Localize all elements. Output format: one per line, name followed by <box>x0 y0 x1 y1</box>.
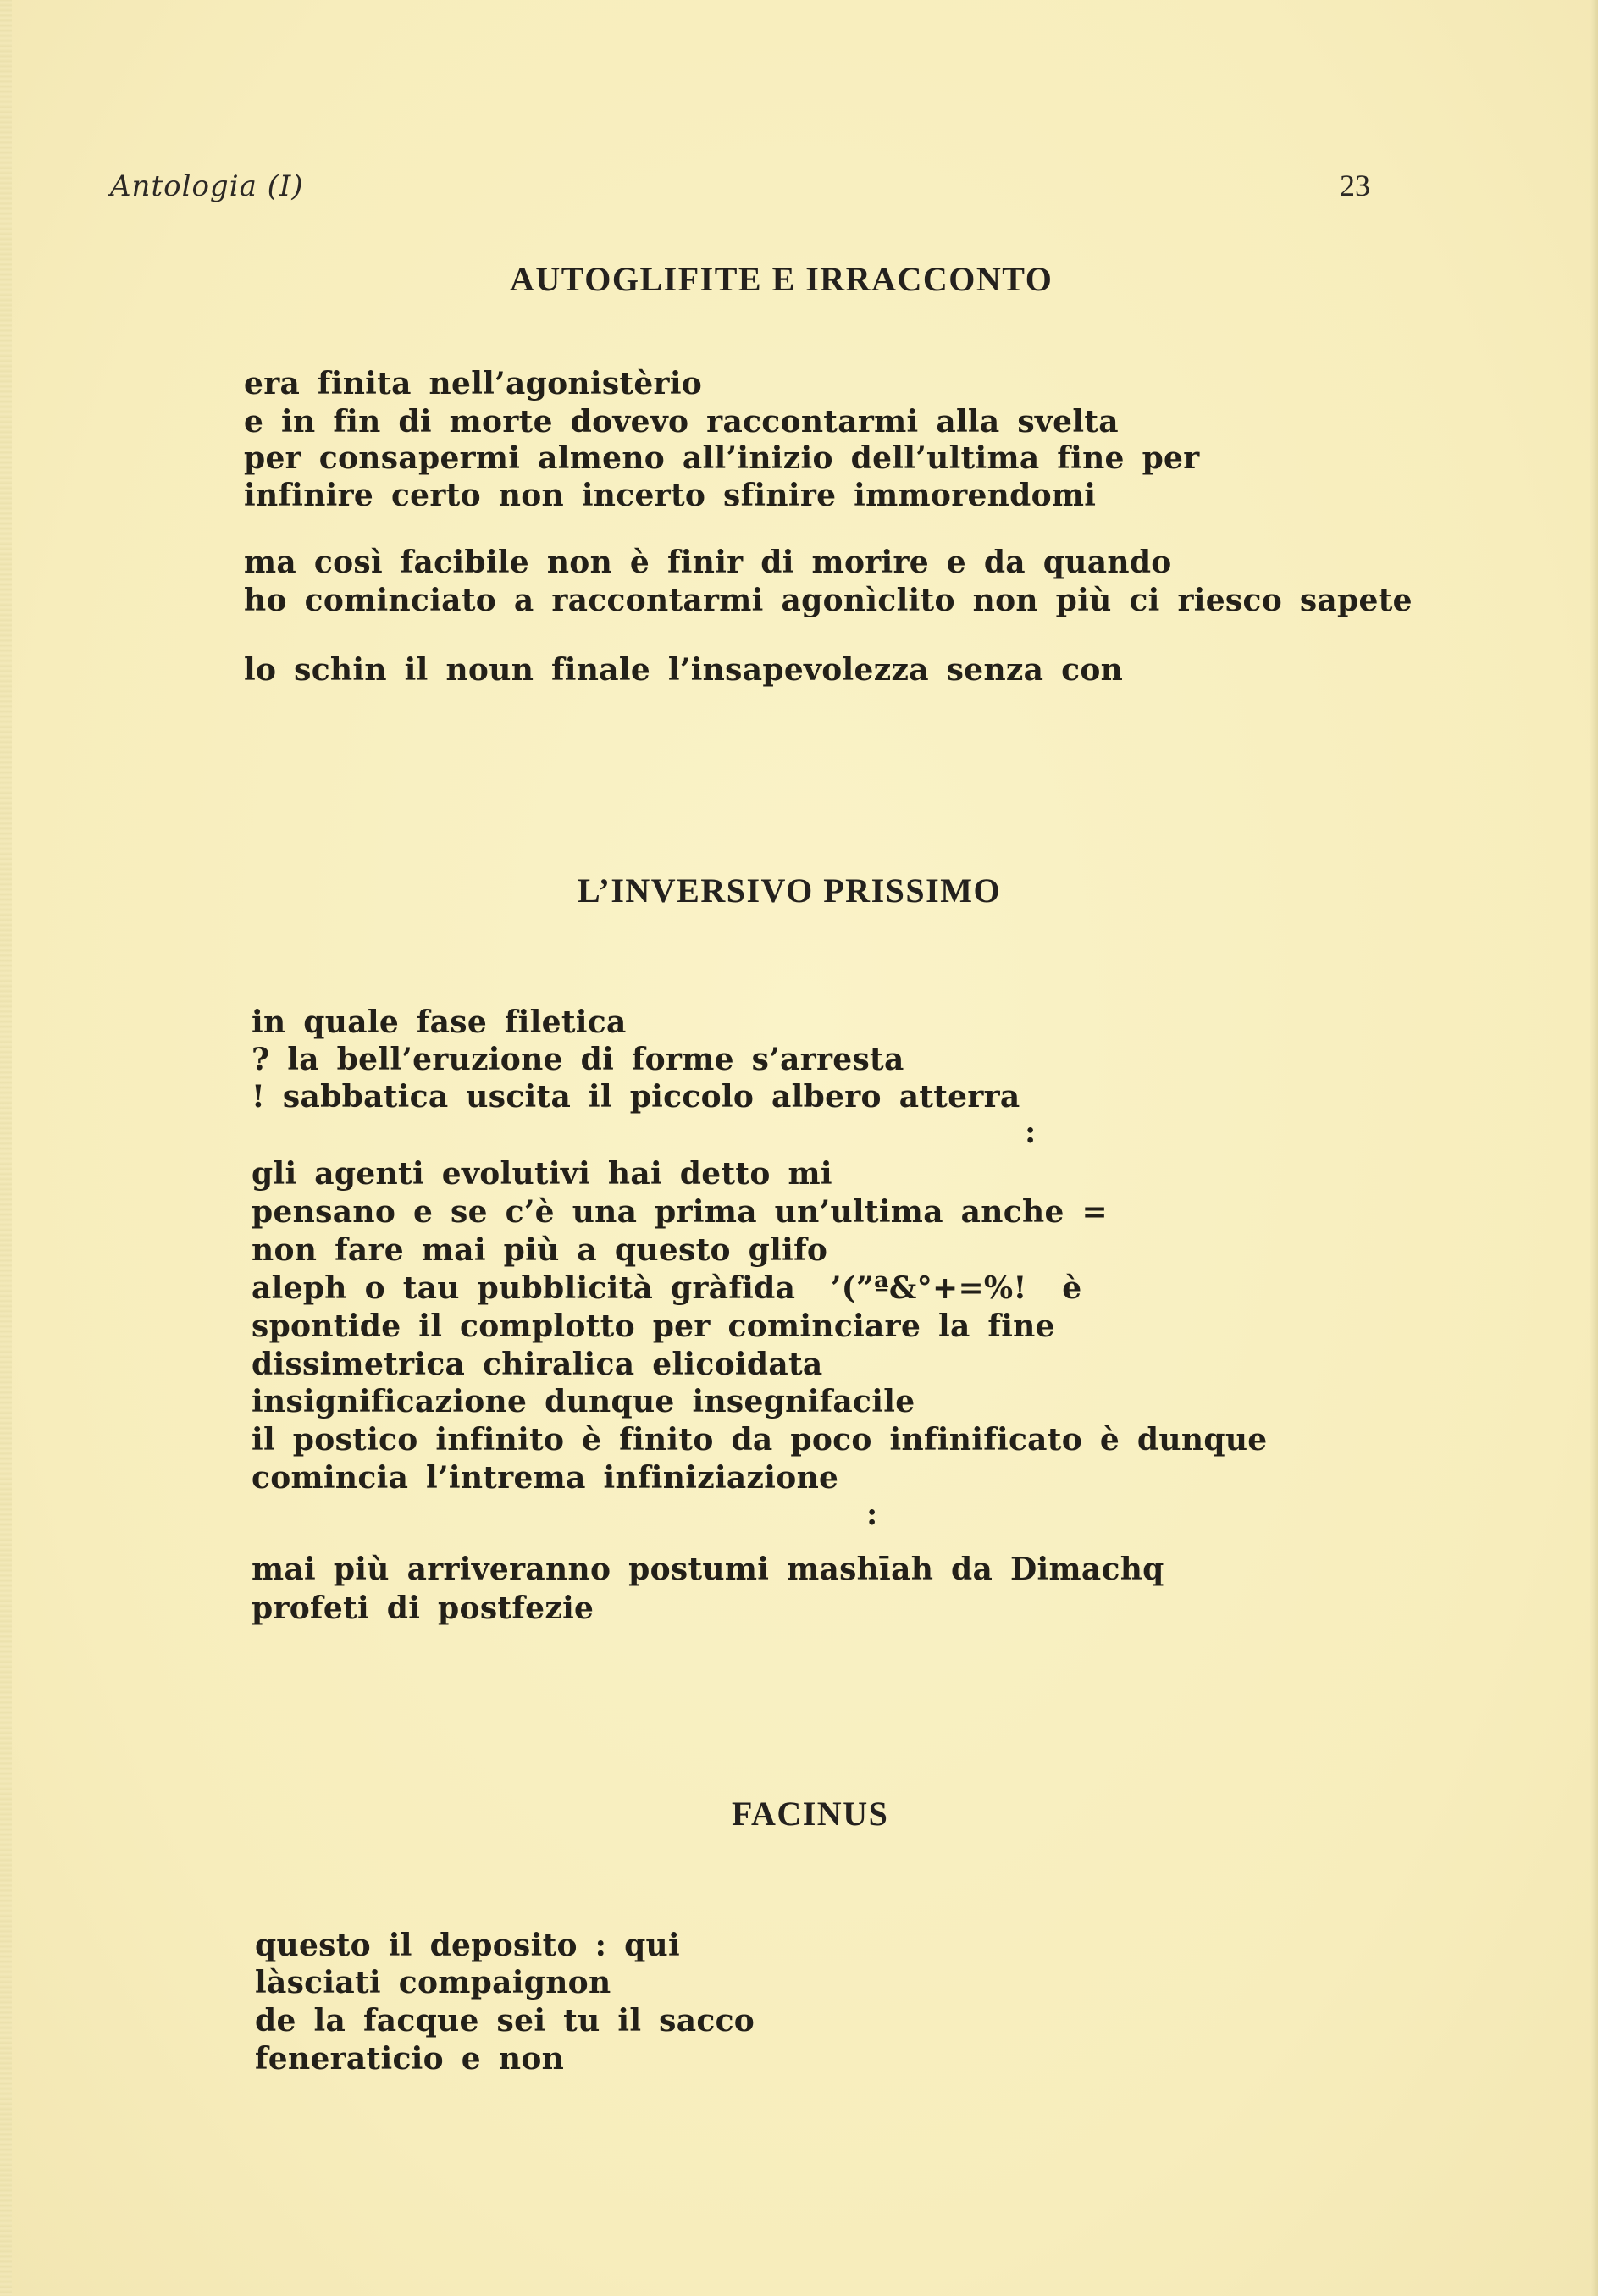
poem-line: in quale fase filetica <box>252 1004 627 1040</box>
poem-line: ma così facibile non è finir di morire e da quando <box>244 545 1172 580</box>
poem-line: aleph o tau pubblicità gràfida ’(”ª&°+=%! è <box>252 1270 1082 1306</box>
poem-line: profeti di postfezie <box>252 1591 594 1626</box>
poem-line: per consapermi almeno all’inizio dell’ultima fine per <box>244 440 1200 476</box>
poem-line: era finita nell’agonistèrio <box>244 366 703 401</box>
poem-line: infinire certo non incerto sfinire immorendomi <box>244 478 1097 513</box>
poem-title-autoglifite: AUTOGLIFITE E IRRACCONTO <box>510 260 1053 298</box>
page-number: 23 <box>1340 169 1370 202</box>
poem-line: non fare mai più a questo glifo <box>252 1232 828 1268</box>
poem-line: il postico infinito è finito da poco infinificato è dunque <box>252 1422 1268 1458</box>
poem-line: e in fin di morte dovevo raccontarmi alla svelta <box>244 404 1119 440</box>
poem-line: ho cominciato a raccontarmi agonìclito non più ci riesco sapete <box>244 583 1413 618</box>
poem-title-facinus: FACINUS <box>732 1795 889 1833</box>
poem-line: ? la bell’eruzione di forme s’arresta <box>252 1042 904 1077</box>
running-head: Antologia (I) <box>110 169 304 203</box>
page-edge-left <box>0 0 12 2296</box>
poem-title-inversivo: L’INVERSIVO PRISSIMO <box>578 871 1002 910</box>
poem-line: làsciati compaignon <box>255 1965 611 2000</box>
page-edge-right <box>1590 0 1598 2296</box>
poem-line: ! sabbatica uscita il piccolo albero atterra <box>252 1079 1020 1115</box>
poem-line: feneraticio e non <box>255 2041 565 2077</box>
poem-line: comincia l’intrema infiniziazione <box>252 1460 839 1496</box>
poem-line: mai più arriveranno postumi mashīah da Dimachq <box>252 1552 1164 1587</box>
poem-separator: : <box>1025 1115 1037 1150</box>
poem-line: spontide il complotto per cominciare la fine <box>252 1308 1055 1344</box>
poem-separator: : <box>866 1497 878 1532</box>
poem-line: de la facque sei tu il sacco <box>255 2003 755 2039</box>
poem-line: dissimetrica chiralica elicoidata <box>252 1347 823 1382</box>
poem-line: lo schin il noun finale l’insapevolezza senza con <box>244 652 1124 688</box>
poem-line: gli agenti evolutivi hai detto mi <box>252 1156 832 1192</box>
poem-line: questo il deposito : qui <box>255 1928 680 1963</box>
poem-line: pensano e se c’è una prima un’ultima anche = <box>252 1194 1108 1230</box>
poem-line: insignificazione dunque insegnifacile <box>252 1384 915 1419</box>
